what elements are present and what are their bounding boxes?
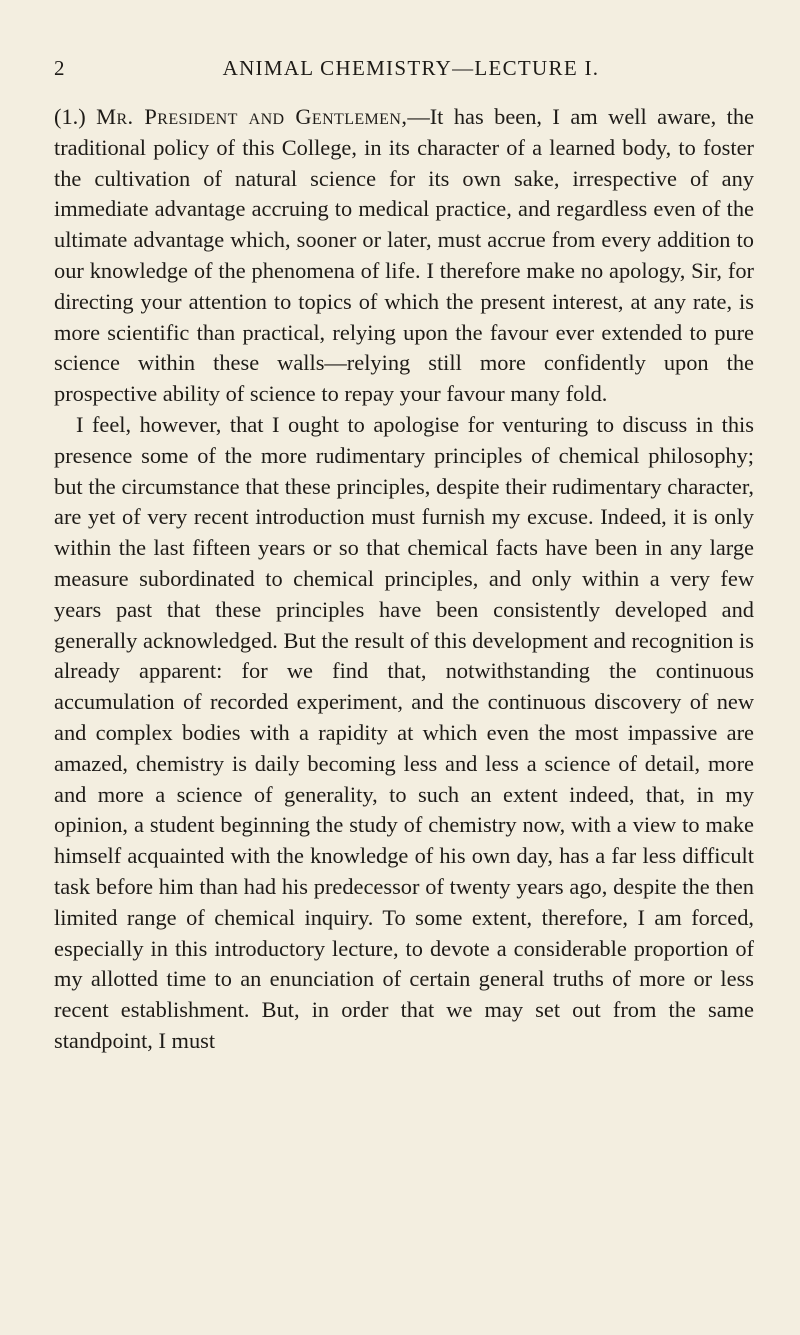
page-number: 2 <box>54 56 66 80</box>
paragraph-2: I feel, however, that I ought to apologise for venturing to discuss in this presence some of the more rudimentary principles of chemical philosophy; but the circumstance that these principles, despite their rudimentary character, are yet of very recent introduction must furnish my excuse. Indeed, it is only within the last fifteen years or so that chemical facts have been in any large measure subordinated to chemical principles, and only within a very few years past that these principles have been consistently developed and generally acknowledged. But the result of this development and recognition is already apparent: for we find that, notwithstanding the continuous accumulation of recorded experiment, and the continuous discovery of new and complex bodies with a rapidity at which even the most impassive are amazed, chemistry is daily becoming less and less a science of detail, more and more a science of generality, to such an extent indeed, that, in my opinion, a student beginning the study of chemistry now, with a view to make himself acquainted with the knowledge of his own day, has a far less difficult task before him than had his predecessor of twenty years ago, despite the then limited range of chemical inquiry. To some extent, therefore, I am forced, especially in this introductory lecture, to devote a considerable proportion of my allotted time to an enunciation of certain general truths of more or less recent establishment. But, in order that we may set out from the same standpoint, I must <box>54 411 754 1053</box>
paragraph-number: (1.) <box>54 104 86 129</box>
running-title: ANIMAL CHEMISTRY—LECTURE I. <box>222 56 600 80</box>
body-text <box>54 102 754 1057</box>
paragraph-1-text: —It has been, I am well aware, the traditional policy of this College, in its character of a learned body, to foster the cultivation of natural science for its own sake, irrespective of any immediate advantage accruing to medical practice, and regardless even of the ultimate advantage which, sooner or later, must accrue from every addition to our knowledge of the phenomena of life. I therefore make no apology, Sir, for directing your attention to topics of which the present interest, at any rate, is more scientific than practical, relying upon the favour ever extended to pure science within these walls—relying still more confidently upon the prospective ability of science to repay your favour many fold. <box>54 104 754 407</box>
paragraph-1 <box>54 102 754 410</box>
running-head <box>54 52 754 84</box>
salutation: Mr. President and Gentlemen, <box>96 104 408 129</box>
book-page <box>54 52 754 1057</box>
